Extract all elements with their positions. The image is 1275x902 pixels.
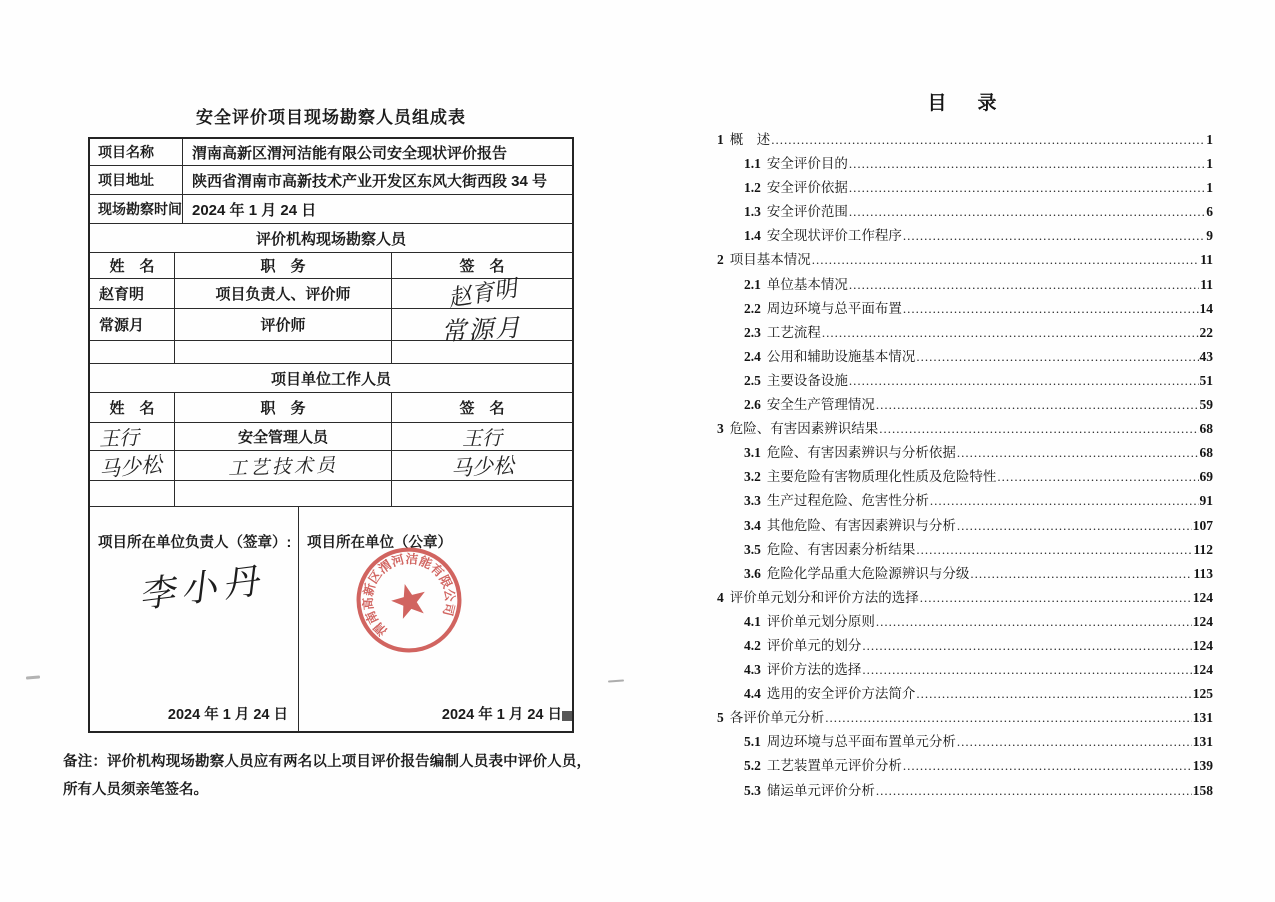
toc-entry bbox=[717, 489, 1213, 513]
toc-entry-page: 113 bbox=[1193, 565, 1213, 581]
handwritten-signature: 王行 bbox=[461, 427, 503, 451]
toc-entry-label: 其他危险、有害因素辨识与分析 bbox=[766, 517, 956, 533]
person-duty bbox=[175, 481, 392, 506]
signature-cell bbox=[392, 481, 572, 506]
survey-date-label: 现场勘察时间 bbox=[90, 195, 183, 223]
toc-entry-number: 1 bbox=[717, 132, 724, 147]
toc-entry-number: 4 bbox=[717, 589, 724, 605]
project-name-value: 渭南高新区渭河洁能有限公司安全现状评价报告 bbox=[192, 144, 508, 162]
toc-entry-page: 1 bbox=[1206, 180, 1213, 196]
toc-entry-page: 11 bbox=[1200, 252, 1213, 268]
left-date: 2024 年 1 月 24 日 bbox=[167, 707, 288, 723]
toc-entry-number: 4.1 bbox=[744, 613, 761, 629]
toc-entry bbox=[717, 779, 1213, 803]
toc-entry-label: 安全生产管理情况 bbox=[766, 397, 875, 413]
unit-seal-label: 项目所在单位（公章） bbox=[307, 535, 452, 551]
toc-entry-page: 6 bbox=[1206, 204, 1213, 220]
table-row bbox=[90, 507, 572, 732]
project-address-label: 项目地址 bbox=[90, 166, 183, 194]
table-header-row bbox=[90, 393, 572, 423]
toc-dot-leader bbox=[822, 321, 1199, 345]
toc-dot-leader bbox=[849, 273, 1199, 297]
toc-entry bbox=[717, 200, 1213, 224]
toc-entry-label: 公用和辅助设施基本情况 bbox=[766, 348, 916, 364]
right-date: 2024 年 1 月 24 日 bbox=[441, 707, 562, 723]
handwritten-signature: 常源月 bbox=[441, 313, 524, 346]
toc-entry-label: 评价单元的划分 bbox=[766, 637, 862, 653]
toc-entry bbox=[717, 128, 1213, 152]
table-row bbox=[90, 224, 572, 253]
survey-personnel-table bbox=[88, 137, 574, 733]
toc-entry-label: 危险、有害因素辨识与分析依据 bbox=[766, 445, 956, 461]
toc-entry-number: 1.3 bbox=[744, 204, 761, 220]
seal-star-icon bbox=[388, 580, 430, 621]
toc-entry-page: 131 bbox=[1192, 710, 1213, 726]
toc-entry-number: 1.1 bbox=[744, 156, 761, 172]
toc-entry-number: 1.4 bbox=[744, 228, 761, 244]
toc-entry-number: 2.5 bbox=[744, 372, 761, 388]
toc-entry-number: 5.2 bbox=[744, 758, 761, 774]
toc-entry-page: 43 bbox=[1199, 348, 1213, 364]
col-header-name: 姓 名 bbox=[90, 393, 175, 422]
table-row bbox=[90, 195, 572, 224]
scan-artifact-dash bbox=[26, 675, 40, 679]
toc-entry-label: 安全现状评价工作程序 bbox=[766, 228, 902, 244]
toc-entry bbox=[717, 224, 1213, 248]
toc-entry-number: 2.6 bbox=[744, 397, 761, 413]
person-name bbox=[90, 341, 175, 363]
toc-entry-label: 安全评价范围 bbox=[766, 204, 848, 220]
scan-artifact-dash bbox=[608, 679, 624, 682]
form-title: 安全评价项目现场勘察人员组成表 bbox=[196, 108, 466, 127]
toc-dot-leader bbox=[916, 682, 1191, 706]
toc-entry-label: 主要危险有害物质理化性质及危险特性 bbox=[766, 469, 997, 485]
toc-entry-number: 3.4 bbox=[744, 517, 761, 533]
toc-entry bbox=[717, 393, 1213, 417]
table-row bbox=[90, 423, 572, 451]
handwritten-signature: 赵育明 bbox=[445, 274, 519, 312]
toc-dot-leader bbox=[876, 393, 1199, 417]
toc-entry bbox=[717, 176, 1213, 200]
toc-entry-page: 91 bbox=[1199, 493, 1213, 509]
handwritten-signature: 马少松 bbox=[450, 453, 515, 481]
toc-entry-label: 评价方法的选择 bbox=[766, 662, 862, 678]
toc-entry bbox=[717, 441, 1213, 465]
toc-entry-page: 139 bbox=[1192, 758, 1213, 774]
toc-dot-leader bbox=[957, 514, 1192, 538]
toc-dot-leader bbox=[876, 779, 1192, 803]
toc-dot-leader bbox=[903, 224, 1205, 248]
toc-entry-label: 危险、有害因素辨识结果 bbox=[729, 421, 879, 437]
toc-entry bbox=[717, 586, 1213, 610]
toc-entry-number: 4.3 bbox=[744, 662, 761, 678]
toc-entry-label: 评价单元划分和评价方法的选择 bbox=[729, 589, 919, 605]
form-note: 备注：评价机构现场勘察人员应有两名以上项目评价报告编制人员表中评价人员，所有人员须亲笔签名。 bbox=[63, 754, 591, 798]
toc-entry-page: 69 bbox=[1199, 469, 1213, 485]
seal-arc-text: 渭南高新区渭河洁能有限公司 bbox=[360, 551, 458, 639]
toc-entry-number: 3.3 bbox=[744, 493, 761, 509]
toc-entry-number: 2 bbox=[717, 252, 724, 268]
toc-entry-page: 14 bbox=[1199, 300, 1213, 316]
toc-entry-page: 59 bbox=[1199, 397, 1213, 413]
person-duty bbox=[175, 341, 392, 363]
toc-entry-number: 3 bbox=[717, 421, 724, 437]
toc-dot-leader bbox=[916, 538, 1192, 562]
toc-entry-page: 1 bbox=[1206, 132, 1213, 147]
table-row bbox=[90, 274, 572, 312]
person-duty: 安全管理人员 bbox=[175, 423, 392, 450]
toc-entry bbox=[717, 345, 1213, 369]
toc-entry-page: 124 bbox=[1192, 589, 1213, 605]
toc-dot-leader bbox=[862, 658, 1191, 682]
survey-date-value: 2024 年 1 月 24 日 bbox=[192, 201, 317, 219]
person-name bbox=[90, 423, 175, 450]
toc-entry-label: 单位基本情况 bbox=[766, 276, 848, 292]
toc-entry-number: 2.1 bbox=[744, 276, 761, 292]
toc-entry bbox=[717, 754, 1213, 778]
toc-dot-leader bbox=[903, 297, 1199, 321]
person-name: 赵育明 bbox=[90, 279, 175, 308]
table-row bbox=[90, 166, 572, 195]
toc-entry-label: 项目基本情况 bbox=[729, 252, 811, 268]
toc-entry-page: 68 bbox=[1199, 445, 1213, 461]
toc-dot-leader bbox=[849, 152, 1205, 176]
toc-entry-page: 131 bbox=[1192, 734, 1213, 750]
toc-entry-label: 主要设备设施 bbox=[766, 372, 848, 388]
toc-dot-leader bbox=[916, 345, 1198, 369]
toc-entry bbox=[717, 658, 1213, 682]
unit-head-seal-cell bbox=[90, 507, 299, 732]
toc-entry-page: 68 bbox=[1199, 421, 1213, 437]
col-header-name: 姓 名 bbox=[90, 253, 175, 278]
signature-cell bbox=[392, 423, 572, 450]
toc-title: 目 录 bbox=[927, 93, 1003, 114]
agency-section-title: 评价机构现场勘察人员 bbox=[255, 230, 406, 248]
toc-entry-page: 124 bbox=[1192, 613, 1213, 629]
toc-entry-page: 9 bbox=[1206, 228, 1213, 244]
signature-cell bbox=[392, 451, 572, 480]
toc-entry-number: 5.1 bbox=[744, 734, 761, 750]
toc-entry bbox=[717, 321, 1213, 345]
toc-dot-leader bbox=[771, 128, 1205, 152]
toc-dot-leader bbox=[879, 417, 1198, 441]
toc-dot-leader bbox=[876, 610, 1192, 634]
project-name-label: 项目名称 bbox=[90, 139, 183, 165]
toc-entry-number: 1.2 bbox=[744, 180, 761, 196]
toc-entry-number: 5 bbox=[717, 710, 724, 726]
toc-entry-label: 各评价单元分析 bbox=[729, 710, 825, 726]
handwritten-name: 马少松 bbox=[98, 452, 164, 482]
toc-dot-leader bbox=[849, 200, 1205, 224]
toc-entry-number: 3.6 bbox=[744, 565, 761, 581]
toc-dot-leader bbox=[862, 634, 1191, 658]
table-row bbox=[90, 481, 572, 507]
table-row bbox=[90, 451, 572, 481]
toc-entry-label: 安全评价目的 bbox=[766, 156, 848, 172]
toc-entry bbox=[717, 248, 1213, 272]
col-header-duty: 职 务 bbox=[175, 393, 392, 422]
toc-dot-leader bbox=[825, 706, 1192, 730]
toc-entry-number: 3.1 bbox=[744, 445, 761, 461]
toc-entry bbox=[717, 538, 1213, 562]
toc-entry-label: 生产过程危险、危害性分析 bbox=[766, 493, 929, 509]
unit-section-title: 项目单位工作人员 bbox=[270, 370, 391, 388]
toc-entry bbox=[717, 465, 1213, 489]
toc-entry-label: 危险化学品重大危险源辨识与分级 bbox=[766, 565, 970, 581]
toc-entry bbox=[717, 634, 1213, 658]
toc-dot-leader bbox=[970, 562, 1192, 586]
person-name: 常源月 bbox=[90, 309, 175, 340]
table-row bbox=[90, 139, 572, 166]
toc-entry bbox=[717, 610, 1213, 634]
signature-cell bbox=[392, 309, 572, 346]
toc-dot-leader bbox=[957, 730, 1192, 754]
toc-entry bbox=[717, 562, 1213, 586]
toc-entry-number: 3.2 bbox=[744, 469, 761, 485]
col-header-signature: 签 名 bbox=[459, 258, 505, 275]
toc-entry-page: 158 bbox=[1192, 782, 1213, 798]
toc-entry-label: 工艺流程 bbox=[766, 324, 821, 340]
toc-dot-leader bbox=[957, 441, 1199, 465]
toc-entry-label: 工艺装置单元评价分析 bbox=[766, 758, 902, 774]
toc-entry bbox=[717, 152, 1213, 176]
toc-entry-number: 4.4 bbox=[744, 686, 761, 702]
project-address-value: 陕西省渭南市高新技术产业开发区东风大街西段 34 号 bbox=[192, 172, 548, 190]
toc-entry-label: 储运单元评价分析 bbox=[766, 782, 875, 798]
toc-entries bbox=[717, 128, 1213, 803]
table-row bbox=[90, 309, 572, 346]
toc-dot-leader bbox=[849, 369, 1199, 393]
col-header-signature: 签 名 bbox=[459, 400, 505, 417]
toc-entry bbox=[717, 297, 1213, 321]
table-row bbox=[90, 364, 572, 393]
toc-entry-label: 周边环境与总平面布置 bbox=[766, 300, 902, 316]
toc-entry-page: 51 bbox=[1199, 372, 1213, 388]
toc-entry bbox=[717, 706, 1213, 730]
toc-dot-leader bbox=[903, 754, 1192, 778]
toc-entry-label: 危险、有害因素分析结果 bbox=[766, 541, 916, 557]
toc-entry-label: 选用的安全评价方法简介 bbox=[766, 686, 916, 702]
toc-entry bbox=[717, 730, 1213, 754]
toc-entry bbox=[717, 417, 1213, 441]
toc-dot-leader bbox=[812, 248, 1199, 272]
toc-entry-page: 107 bbox=[1192, 517, 1213, 533]
toc-dot-leader bbox=[997, 465, 1198, 489]
toc-entry-label: 安全评价依据 bbox=[766, 180, 848, 196]
signature-cell bbox=[392, 341, 572, 363]
toc-entry-page: 22 bbox=[1199, 324, 1213, 340]
toc-entry-page: 11 bbox=[1200, 276, 1213, 292]
person-name bbox=[90, 481, 175, 506]
person-duty: 评价师 bbox=[175, 309, 392, 340]
toc-entry-number: 3.5 bbox=[744, 541, 761, 557]
person-name bbox=[90, 451, 175, 480]
person-duty: 项目负责人、评价师 bbox=[175, 279, 392, 308]
unit-head-label: 项目所在单位负责人（签章）: bbox=[98, 535, 292, 551]
table-row bbox=[90, 341, 572, 364]
toc-entry-label: 周边环境与总平面布置单元分析 bbox=[766, 734, 956, 750]
toc-entry bbox=[717, 514, 1213, 538]
toc-entry-number: 5.3 bbox=[744, 782, 761, 798]
toc-entry-label: 概 述 bbox=[729, 132, 771, 147]
toc-entry-page: 124 bbox=[1192, 662, 1213, 678]
toc-entry-number: 2.3 bbox=[744, 324, 761, 340]
scan-artifact-smudge bbox=[562, 711, 572, 721]
toc-entry bbox=[717, 682, 1213, 706]
toc-entry-number: 2.4 bbox=[744, 348, 761, 364]
toc-dot-leader bbox=[920, 586, 1192, 610]
toc-entry-page: 1 bbox=[1206, 156, 1213, 172]
toc-entry-label: 评价单元划分原则 bbox=[766, 613, 875, 629]
toc-entry-number: 4.2 bbox=[744, 637, 761, 653]
toc-dot-leader bbox=[849, 176, 1205, 200]
toc-entry bbox=[717, 273, 1213, 297]
toc-entry-page: 125 bbox=[1192, 686, 1213, 702]
signature-cell bbox=[392, 274, 572, 312]
col-header-duty: 职 务 bbox=[175, 253, 392, 278]
toc-entry-number: 2.2 bbox=[744, 300, 761, 316]
toc-entry bbox=[717, 369, 1213, 393]
toc-entry-page: 124 bbox=[1192, 637, 1213, 653]
toc-entry-page: 112 bbox=[1193, 541, 1213, 557]
toc-dot-leader bbox=[930, 489, 1199, 513]
handwritten-name: 王行 bbox=[98, 427, 140, 451]
handwritten-duty: 工艺技术员 bbox=[227, 455, 339, 480]
person-duty bbox=[175, 451, 392, 480]
handwritten-signature-unit-head: 李小丹 bbox=[136, 559, 267, 616]
